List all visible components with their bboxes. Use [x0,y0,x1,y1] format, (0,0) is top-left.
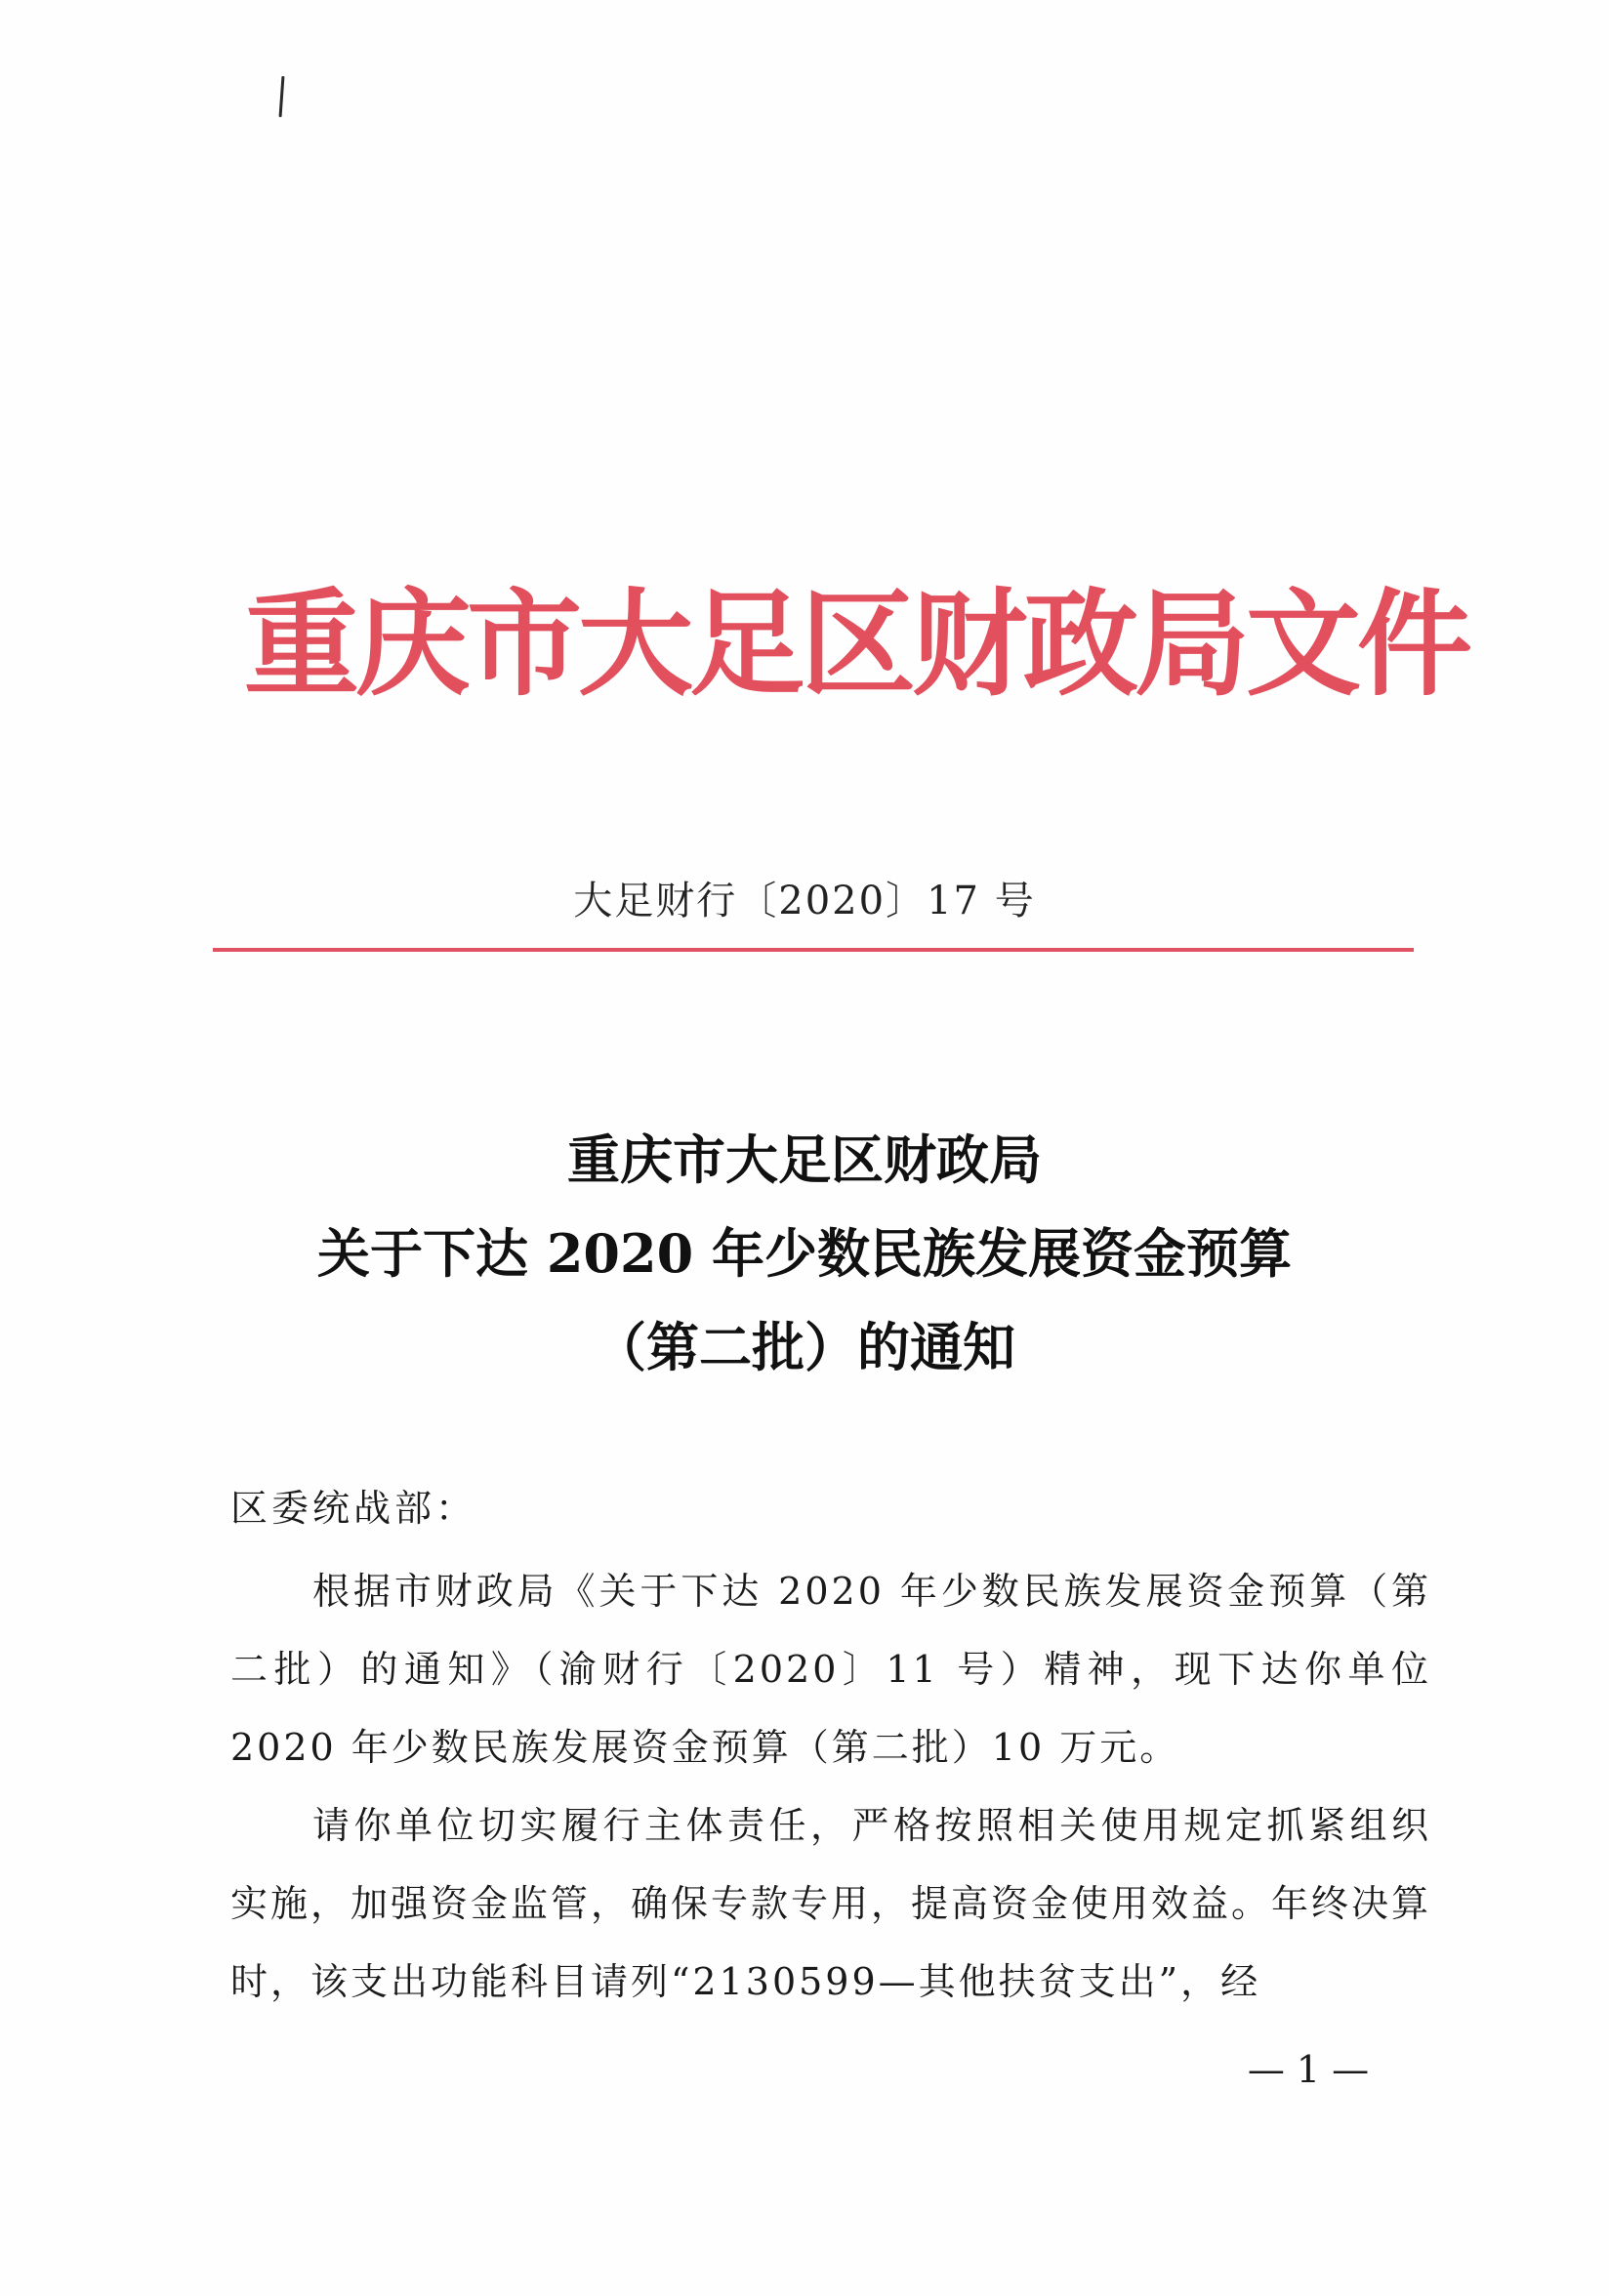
notice-title-line-3: （第二批）的通知 [594,1316,1015,1378]
notice-title [0,1113,1609,1394]
salutation: 区委统战部： [230,1487,477,1530]
notice-title-line-2: 关于下达 2020 年少数民族发展资金预算 [317,1222,1292,1285]
notice-title-line-1: 重庆市大足区财政局 [567,1128,1042,1191]
page-number: — 1 — [1247,2048,1370,2091]
scan-mark [279,76,285,117]
body-text [230,1552,1431,2021]
body-paragraph-1: 根据市财政局《关于下达 2020 年少数民族发展资金预算（第二批）的通知》（渝财行〔2020〕11 号）精神，现下达你单位 2020 年少数民族发展资金预算（第二批）10 万元。 [230,1570,1431,1769]
document-number: 大足财行〔2020〕17 号 [573,879,1036,923]
document-header-title: 重庆市大足区财政局文件 [244,576,1469,712]
red-divider-rule [213,948,1414,952]
body-paragraph-2: 请你单位切实履行主体责任，严格按照相关使用规定抓紧组织实施，加强资金监管，确保专款专用，提高资金使用效益。年终决算时，该支出功能科目请列“2130599—其他扶贫支出”，经 [230,1804,1432,2003]
